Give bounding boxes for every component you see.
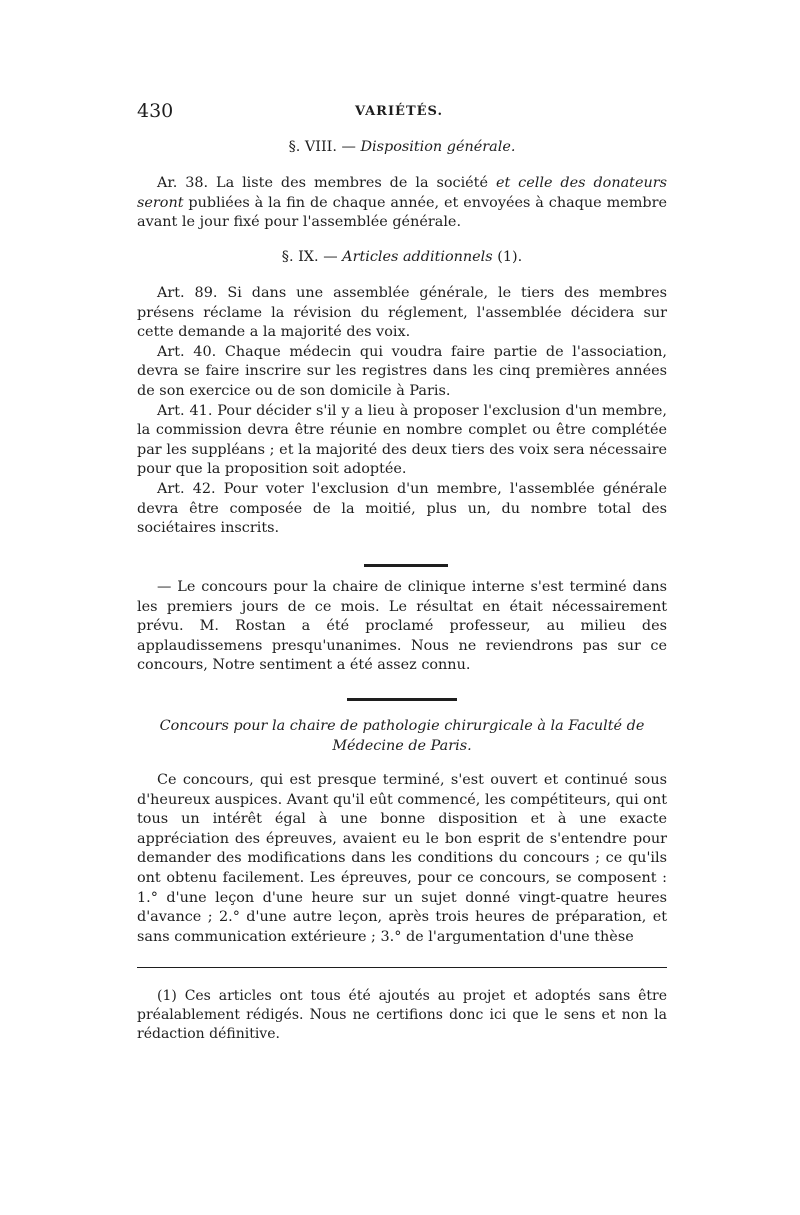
footnote-rule xyxy=(137,967,667,968)
article-42: Art. 42. Pour voter l'exclusion d'un membre, l'assemblée générale devra être composée de la moitié, plus un, du nombre total des sociétaires inscrits. xyxy=(137,480,667,537)
page-number: 430 xyxy=(137,100,174,122)
concours-title-line-1: Concours pour la chaire de pathologie chirurgicale à la Faculté de xyxy=(159,718,645,734)
section-9-heading xyxy=(137,248,667,268)
article-38-text-end: publiées à la fin de chaque année, et envoyées à chaque membre avant le jour fixé pour l'assemblée générale. xyxy=(137,194,667,231)
concours-clinique-paragraph: — Le concours pour la chaire de clinique interne s'est terminé dans les premiers jours de ce mois. Le résultat en était nécessairement prévu. M. Rostan a été proclamé professeur, au milieu des applaudissemens presqu'unanimes. Nous ne reviendrons pas sur ce concours, Notre sentiment a été assez connu. xyxy=(137,579,667,674)
concours-pathologie-body: Ce concours, qui est presque terminé, s'est ouvert et continué sous d'heureux auspices. Avant qu'il eût commencé, les compétiteurs, qui ont tous un intérêt égal à une bonne disposition et à une exacte appréciation des épreuves, avaient eu le bon esprit de s'entendre pour demander des modifications dans les conditions du concours ; ce qu'ils ont obtenu facilement. Les épreuves, pour ce concours, se composent : 1.° d'une leçon d'une heure sur un sujet donné vingt-quatre heures d'avance ; 2.° d'une autre leçon, après trois heures de préparation, et sans communication extérieure ; 3.° de l'argumentation d'une thèse xyxy=(137,772,667,945)
page-header xyxy=(137,100,667,124)
section-8-number: §. VIII. — xyxy=(288,139,356,155)
article-40: Art. 40. Chaque médecin qui voudra faire partie de l'association, devra se faire inscrire sur les registres dans les cinq premières années de son exercice ou de son domicile à Paris. xyxy=(137,343,667,399)
article-38-text-start: Ar. 38. La liste des membres de la société xyxy=(157,175,488,191)
section-divider xyxy=(364,564,448,567)
article-39: Art. 89. Si dans une assemblée générale, le tiers des membres présens réclame la révision du réglement, l'assemblée décidera sur cette demande a la majorité des voix. xyxy=(137,285,667,341)
concours-pathologie-title xyxy=(137,717,667,756)
section-9-number: §. IX. — xyxy=(281,249,338,265)
section-8-heading xyxy=(137,138,667,158)
section-9-footnote-ref: (1). xyxy=(497,249,523,265)
section-divider xyxy=(347,698,457,701)
section-9-title: Articles additionnels xyxy=(342,249,493,265)
additional-articles xyxy=(137,284,667,539)
article-38-italic: et celle des donateurs seront xyxy=(137,175,668,211)
concours-title-line-2: Médecine de Paris. xyxy=(332,737,472,754)
article-41: Art. 41. Pour décider s'il y a lieu à proposer l'exclusion d'un membre, la commission devra être réunie en nombre complet ou être complétée par les suppléans ; et la majorité des deux tiers des voix sera nécessaire pour que la proposition soit adoptée. xyxy=(137,402,667,478)
section-8-title: Disposition générale. xyxy=(360,139,516,155)
running-head: VARIÉTÉS. xyxy=(355,104,443,119)
footnote: (1) Ces articles ont tous été ajoutés au projet et adoptés sans être préalablement rédigés. Nous ne certifions donc ici que le sens et non la rédaction définitive. xyxy=(137,988,667,1042)
article-38 xyxy=(137,174,667,233)
